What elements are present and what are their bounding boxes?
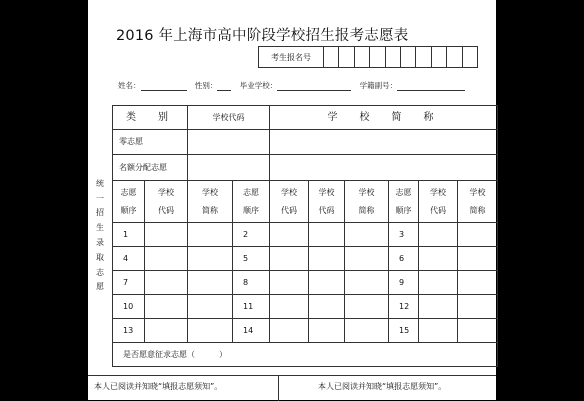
choice-cell[interactable] [458,295,498,319]
side-label-char: 招 [96,208,104,218]
reg-digit-cell[interactable] [462,47,477,68]
name-header [345,181,389,223]
category-header: 类 别 [113,106,188,130]
choice-cell[interactable] [188,295,233,319]
gender-field[interactable] [217,82,231,91]
choice-cell[interactable] [458,223,498,247]
reg-digit-cell[interactable] [324,47,339,68]
choice-number: 15 [389,319,419,343]
registration-number-box [258,46,478,68]
choice-cell[interactable] [419,295,458,319]
zero-choice-code-cell[interactable] [188,130,270,155]
zero-choice-name-cell[interactable] [270,130,498,155]
student-id-label: 学籍副号： [359,81,398,90]
choice-number: 12 [389,295,419,319]
school-name-header: 学 校 简 称 [270,106,498,130]
choice-number: 11 [233,295,270,319]
zero-choice-label: 零志愿 [113,130,188,155]
side-label-char: 一 [96,193,104,203]
name-label: 姓名： [118,81,141,90]
code-header-line2: 代码 [158,206,174,216]
code-header-line1: 学校 [430,187,446,197]
reg-digit-cell[interactable] [400,47,415,68]
name-header-line2: 简称 [469,206,486,216]
choice-number: 2 [233,223,270,247]
choice-cell[interactable] [145,295,188,319]
choice-cell[interactable] [270,319,309,343]
choice-cell[interactable] [188,271,233,295]
declaration-row [88,375,496,401]
gender-label: 性别： [194,81,218,90]
order-header-line2: 顺序 [120,206,137,216]
choice-number: 10 [113,295,145,319]
code-header [270,181,309,223]
choice-cell[interactable] [345,319,389,343]
side-label-char: 统 [96,178,104,188]
choice-number: 9 [389,271,419,295]
code-header-line1: 学校 [281,187,297,197]
order-header-line2: 顺序 [395,206,412,216]
reg-digit-cell[interactable] [416,47,431,68]
quota-choice-code-cell[interactable] [188,155,270,181]
choice-number: 4 [113,247,145,271]
reg-digit-cell[interactable] [447,47,462,68]
code-header [419,181,458,223]
choice-cell[interactable] [270,247,309,271]
choice-cell[interactable] [345,223,389,247]
reg-digit-cell[interactable] [385,47,400,68]
reg-digit-cell[interactable] [370,47,385,68]
choice-number: 14 [233,319,270,343]
choice-cell[interactable] [309,295,345,319]
reg-digit-cell[interactable] [339,47,354,68]
side-label-char: 愿 [96,282,104,292]
choice-cell[interactable] [309,271,345,295]
order-header-line1: 志愿 [243,187,259,197]
choice-cell[interactable] [145,319,188,343]
reg-digit-cell[interactable] [431,47,446,68]
choice-cell[interactable] [458,247,498,271]
code-header-line2: 代码 [430,206,446,216]
choice-cell[interactable] [458,271,498,295]
choice-number: 6 [389,247,419,271]
name-header [458,181,498,223]
reg-digit-cell[interactable] [354,47,369,68]
choice-number: 8 [233,271,270,295]
choice-number: 13 [113,319,145,343]
registration-number-label: 考生报名号 [259,47,324,68]
choice-cell[interactable] [309,319,345,343]
side-label-char: 志 [96,267,104,277]
order-header [233,181,270,223]
code-header-line2: 代码 [318,206,335,216]
choice-cell[interactable] [419,271,458,295]
choice-cell[interactable] [270,271,309,295]
choice-cell[interactable] [345,271,389,295]
choice-table [112,105,498,367]
choice-cell[interactable] [188,223,233,247]
graduation-school-label: 毕业学校： [239,81,278,90]
choice-cell[interactable] [270,295,309,319]
quota-choice-name-cell[interactable] [270,155,498,181]
choice-number: 1 [113,223,145,247]
code-header-line2: 代码 [281,206,297,216]
quota-choice-label: 名额分配志愿 [113,155,188,181]
order-header [389,181,419,223]
choice-cell[interactable] [145,271,188,295]
name-header-line1: 学校 [469,187,486,197]
obey-adjustment-label[interactable]: 是否愿意征求志愿（ ） [113,343,498,367]
choice-cell[interactable] [309,223,345,247]
order-header-line1: 志愿 [395,187,412,197]
code-header [309,181,345,223]
side-label-char: 录 [96,238,104,247]
code-header-line1: 学校 [158,187,174,197]
choice-cell[interactable] [345,295,389,319]
name-header-line1: 学校 [202,187,218,197]
name-header-line1: 学校 [358,187,375,197]
choice-cell[interactable] [145,247,188,271]
choice-cell[interactable] [345,247,389,271]
code-header [145,181,188,223]
choice-cell[interactable] [458,319,498,343]
choice-number: 7 [113,271,145,295]
choice-number: 5 [233,247,270,271]
student-id-field[interactable] [397,82,465,91]
side-label-char: 生 [96,223,104,233]
name-header [188,181,233,223]
choice-cell[interactable] [145,223,188,247]
declaration-left: 本人已阅读并知晓“填报志愿须知”。 [94,382,223,391]
school-code-header: 学校代码 [188,106,270,130]
choice-cell[interactable] [270,223,309,247]
code-header-line1: 学校 [318,187,335,197]
name-field[interactable] [141,82,187,91]
graduation-school-field[interactable] [277,82,351,91]
declaration-right: 本人已阅读并知晓“填报志愿须知”。 [318,382,447,391]
choice-cell[interactable] [188,247,233,271]
order-header [113,181,145,223]
side-label [88,105,112,367]
name-header-line2: 简称 [358,206,375,216]
choice-cell[interactable] [419,223,458,247]
order-header-line2: 顺序 [243,206,259,216]
name-header-line2: 简称 [202,206,218,216]
declaration-divider [278,376,279,401]
choice-number: 3 [389,223,419,247]
student-info-line [118,80,465,91]
choice-cell[interactable] [419,319,458,343]
choice-cell[interactable] [188,319,233,343]
form-title: 2016 年上海市高中阶段学校招生报考志愿表 [116,28,409,44]
choice-cell[interactable] [309,247,345,271]
order-header-line1: 志愿 [120,187,137,197]
side-label-char: 取 [96,252,104,262]
choice-cell[interactable] [419,247,458,271]
